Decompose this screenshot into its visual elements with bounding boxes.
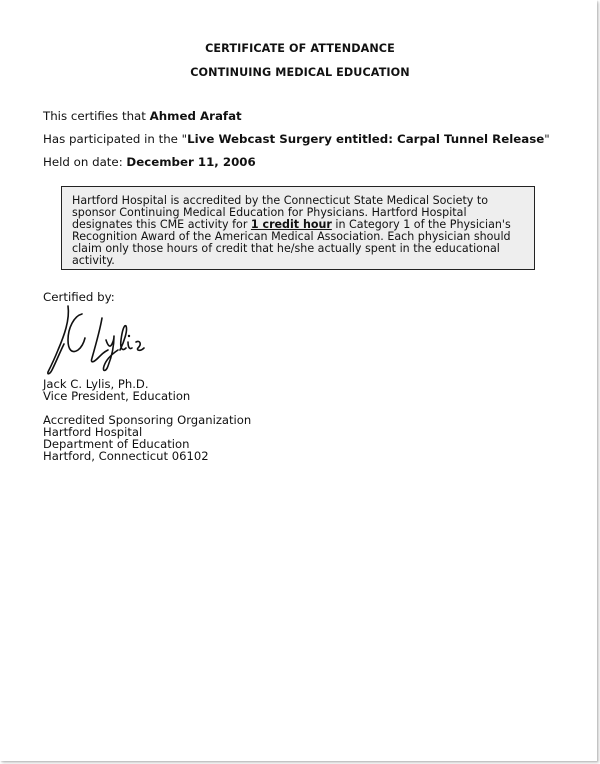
- held-prefix: Held on date:: [43, 155, 123, 169]
- signer-block: [43, 379, 190, 403]
- credit-hours: 1 credit hour: [250, 218, 332, 232]
- participated-prefix: Has participated in the ": [43, 132, 188, 146]
- notice-text-1: Hartford Hospital is accredited by the Connecticut State Medical Society to sponsor Continuing Medical Education for Physicians. Hartford Hospital designates this CME activity for: [72, 194, 489, 232]
- certificate-title: CERTIFICATE OF ATTENDANCE: [205, 42, 395, 55]
- organization-line-4: Hartford, Connecticut 06102: [43, 448, 209, 463]
- date-line: [43, 155, 256, 169]
- activity-line: [43, 132, 550, 146]
- accreditation-notice: [61, 186, 535, 270]
- organization-line-3: Department of Education: [43, 436, 190, 451]
- activity-name: Live Webcast Surgery entitled: Carpal Tunnel Release: [187, 132, 545, 146]
- recipient-name: Ahmed Arafat: [149, 109, 242, 123]
- certifies-prefix: This certifies that: [43, 109, 146, 123]
- organization-block: [43, 415, 251, 463]
- recipient-line: [43, 109, 242, 123]
- organization-line-1: Accredited Sponsoring Organization: [43, 413, 252, 427]
- signer-title: Vice President, Education: [43, 388, 191, 403]
- notice-text-2: in Category 1 of the Physician's Recognition Award of the American Medical Association. Each physician should claim only those hours of credit that he/she actually spent in the educational activity.: [72, 218, 511, 268]
- certificate-subtitle: CONTINUING MEDICAL EDUCATION: [190, 66, 410, 79]
- signer-name: Jack C. Lylis, Ph.D.: [43, 377, 149, 391]
- signature-image: [42, 302, 152, 378]
- certified-by-label: Certified by:: [43, 290, 115, 304]
- organization-line-2: Hartford Hospital: [43, 424, 143, 439]
- participated-suffix: ": [544, 132, 550, 146]
- held-date: December 11, 2006: [126, 155, 256, 169]
